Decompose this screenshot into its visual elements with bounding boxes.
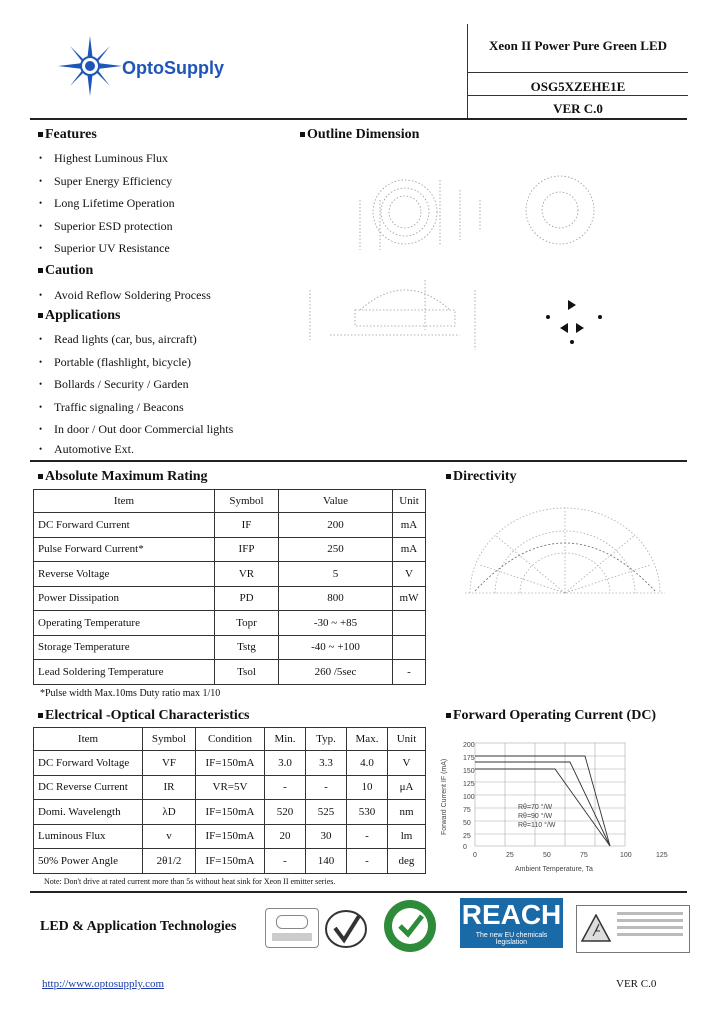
curve-r70 xyxy=(475,756,610,846)
list-item: • Superior ESD protection xyxy=(34,217,294,240)
column-header: Unit xyxy=(393,490,426,513)
list-item: • Long Lifetime Operation xyxy=(34,194,294,217)
column-header: Condition xyxy=(196,728,265,751)
column-header: Typ. xyxy=(306,728,347,751)
applications-list xyxy=(34,330,304,463)
table-header-row xyxy=(34,490,426,513)
electro-optical-note: Note: Don't drive at rated current more than 5s without heat sink for Xeon II emitter series. xyxy=(44,877,336,886)
list-item: • Bollards / Security / Garden xyxy=(34,375,304,398)
list-item: • Automotive Ext. xyxy=(34,440,304,463)
polarity-diagram xyxy=(540,295,610,345)
features-list xyxy=(34,149,294,262)
list-item: • Traffic signaling / Beacons xyxy=(34,398,304,421)
forward-current-chart xyxy=(430,735,670,875)
table-row: Reverse Voltage VR 5 V xyxy=(34,562,426,587)
rohs-logo xyxy=(380,898,440,954)
x-axis-label: Ambient Temperature, Ta xyxy=(515,866,593,873)
y-tick-label: 175 xyxy=(463,755,475,762)
directivity-title: Directivity xyxy=(446,469,517,485)
y-tick-label: 50 xyxy=(463,820,471,827)
caution-list xyxy=(34,286,294,309)
table-row: Lead Soldering Temperature Tsol 260 /5sec - xyxy=(34,660,426,685)
features-title: Features xyxy=(38,127,97,143)
x-tick-label: 0 xyxy=(473,852,477,859)
y-tick-label: 0 xyxy=(463,844,467,851)
table-row: DC Reverse Current IR VR=5V - - 10 μA xyxy=(34,775,426,800)
y-tick-label: 75 xyxy=(463,807,471,814)
table-row: Pulse Forward Current* IFP 250 mA xyxy=(34,537,426,562)
title-box xyxy=(467,24,688,118)
electro-optical-table xyxy=(33,727,426,874)
checkmark-icon xyxy=(321,908,371,950)
table-row: 50% Power Angle 2θ1/2 IF=150mA - 140 - deg xyxy=(34,849,426,874)
legend-item: Rθ=70 °/W xyxy=(518,804,553,811)
y-tick-label: 150 xyxy=(463,768,475,775)
directivity-chart xyxy=(455,495,675,605)
outline-title: Outline Dimension xyxy=(300,127,419,143)
reach-logo-title: REACH xyxy=(461,899,562,930)
y-tick-label: 125 xyxy=(463,781,475,788)
column-header: Symbol xyxy=(215,490,279,513)
list-item: • Portable (flashlight, bicycle) xyxy=(34,353,304,376)
brand-logo xyxy=(58,36,298,96)
caution-title: Caution xyxy=(38,263,93,279)
y-tick-label: 25 xyxy=(463,833,471,840)
rohs-icon xyxy=(380,898,440,954)
x-tick-label: 125 xyxy=(656,852,668,859)
esd-warning-icon xyxy=(581,914,611,942)
table-row: Domi. Wavelength λD IF=150mA 520 525 530 nm xyxy=(34,800,426,825)
table-row: Luminous Flux v IF=150mA 20 30 - lm xyxy=(34,824,426,849)
y-tick-label: 100 xyxy=(463,794,475,801)
checkmark-logo xyxy=(321,908,371,950)
abs-max-note: *Pulse width Max.10ms Duty ratio max 1/10 xyxy=(40,688,221,699)
table-row: Storage Temperature Tstg -40 ~ +100 xyxy=(34,635,426,660)
list-item: • In door / Out door Commercial lights xyxy=(34,420,304,440)
column-header: Max. xyxy=(347,728,388,751)
version-label: VER C.0 xyxy=(553,101,603,116)
part-number: OSG5XZEHE1E xyxy=(468,73,688,96)
table-row: Power Dissipation PD 800 mW xyxy=(34,586,426,611)
y-tick-labels xyxy=(463,742,475,851)
abs-max-title: Absolute Maximum Rating xyxy=(38,469,208,485)
legend-item: Rθ=90 °/W xyxy=(518,813,553,820)
star-logo-icon xyxy=(58,36,122,96)
header-divider xyxy=(30,118,687,120)
forward-current-title: Forward Operating Current (DC) xyxy=(446,708,656,724)
legend-item: Rθ=110 °/W xyxy=(518,822,556,829)
x-tick-labels xyxy=(473,852,668,859)
footer-divider xyxy=(30,891,687,893)
section-divider xyxy=(30,460,687,462)
list-item: • Read lights (car, bus, aircraft) xyxy=(34,330,304,353)
y-tick-label: 200 xyxy=(463,742,475,749)
brand-name: OptoSupply xyxy=(122,58,224,78)
column-header: Value xyxy=(279,490,393,513)
list-item: • Avoid Reflow Soldering Process xyxy=(34,286,294,309)
column-header: Unit xyxy=(388,728,426,751)
applications-title: Applications xyxy=(38,308,120,324)
x-tick-label: 50 xyxy=(543,852,551,859)
column-header: Symbol xyxy=(143,728,196,751)
y-axis-label: Forward Current IF (mA) xyxy=(441,758,448,835)
column-header: Item xyxy=(34,728,143,751)
footer-company: LED & Application Technologies xyxy=(40,919,237,934)
website-link[interactable]: http://www.optosupply.com xyxy=(42,978,165,990)
electro-optical-title: Electrical -Optical Characteristics xyxy=(38,708,249,724)
esd-warning-logo xyxy=(576,905,690,953)
tuv-logo xyxy=(265,908,319,948)
list-item: • Super Energy Efficiency xyxy=(34,172,294,195)
reach-logo-sub: The new EU chemicals legislation xyxy=(475,932,548,946)
x-tick-label: 100 xyxy=(620,852,632,859)
header xyxy=(30,24,688,118)
product-title: Xeon II Power Pure Green LED xyxy=(468,24,688,73)
table-row: Operating Temperature Topr -30 ~ +85 xyxy=(34,611,426,636)
table-row: DC Forward Current IF 200 mA xyxy=(34,513,426,538)
x-tick-label: 75 xyxy=(580,852,588,859)
list-item: • Superior UV Resistance xyxy=(34,239,294,262)
list-item: • Highest Luminous Flux xyxy=(34,149,294,172)
table-row: DC Forward Voltage VF IF=150mA 3.0 3.3 4.0 V xyxy=(34,751,426,776)
column-header: Min. xyxy=(265,728,306,751)
table-header-row xyxy=(34,728,426,751)
x-tick-label: 25 xyxy=(506,852,514,859)
reach-logo xyxy=(460,898,563,948)
column-header: Item xyxy=(34,490,215,513)
abs-max-table xyxy=(33,489,426,685)
footer-version: VER C.0 xyxy=(616,978,657,990)
